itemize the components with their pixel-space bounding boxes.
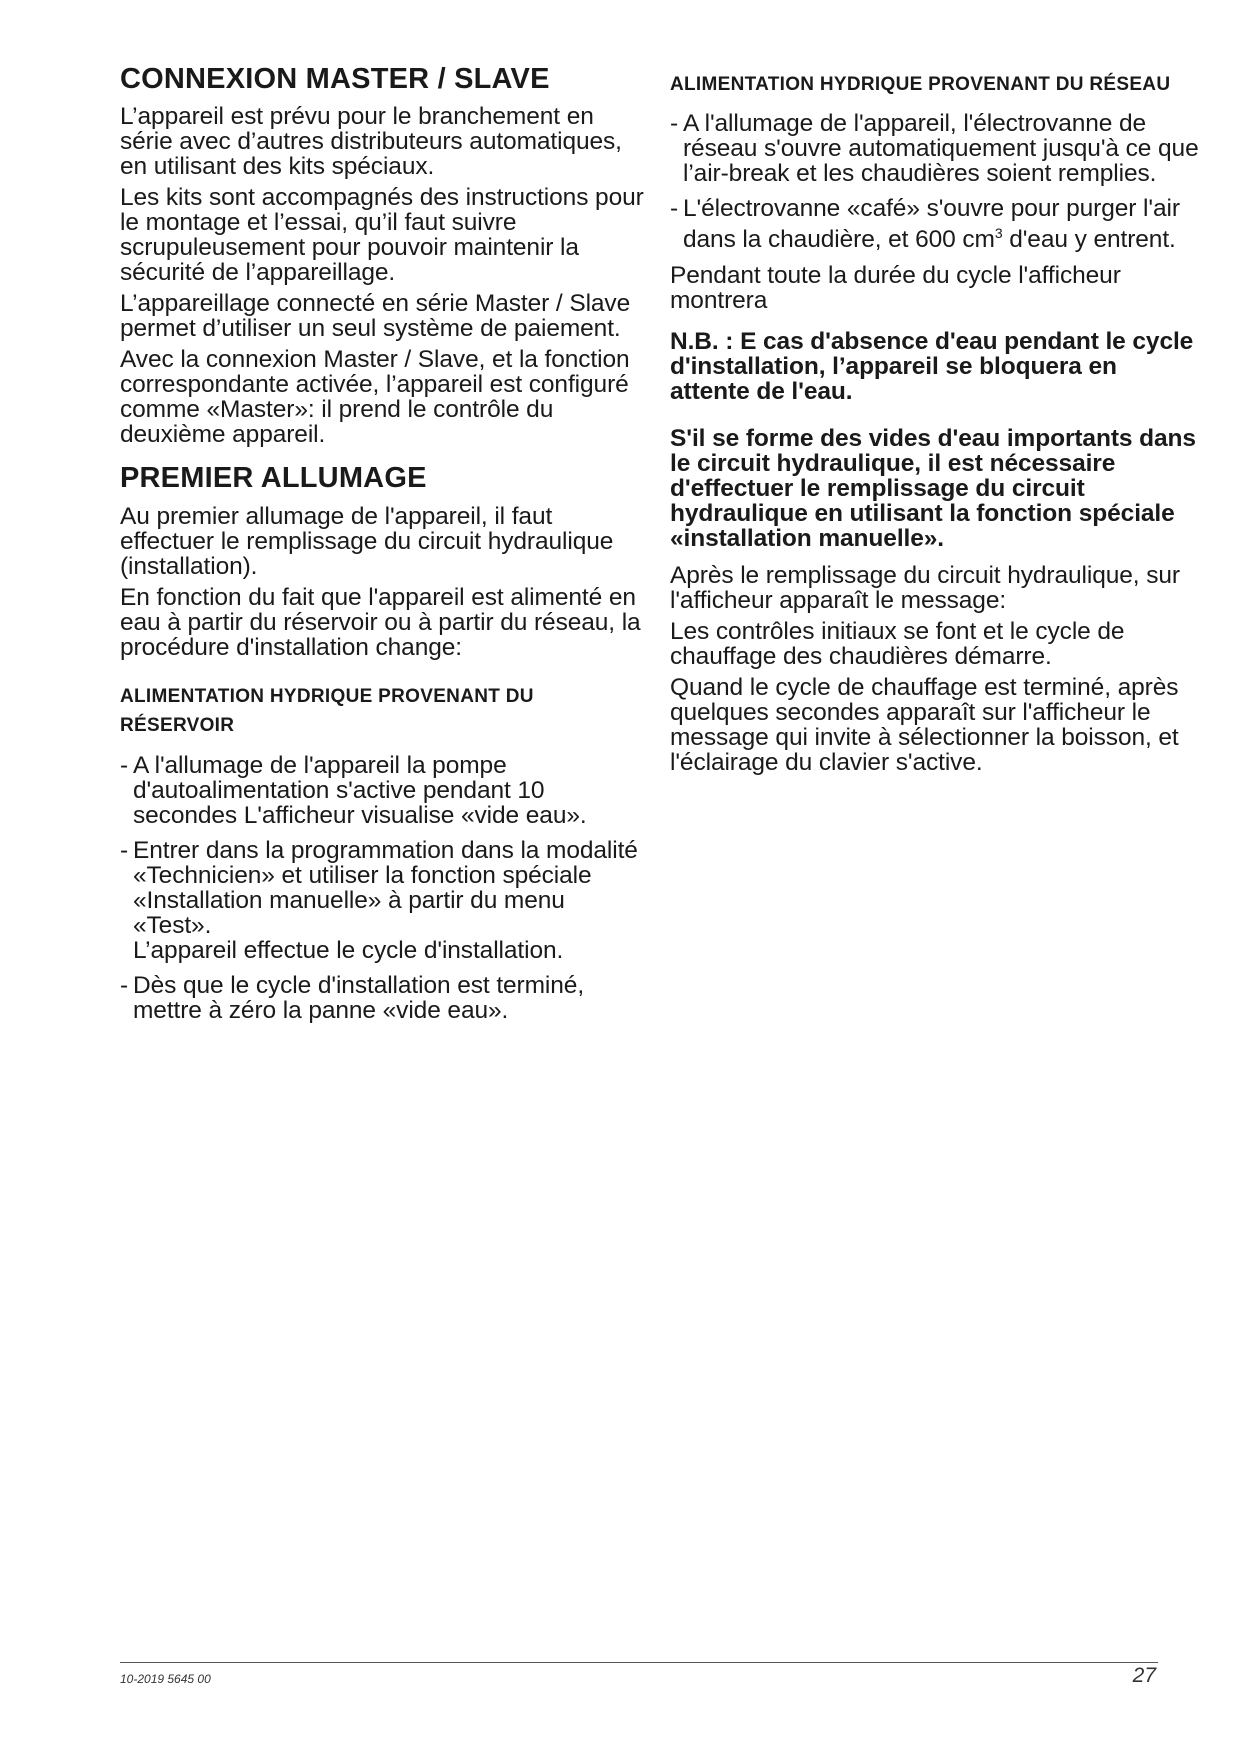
paragraph: L’appareillage connecté en série Master / Slave permet d’utiliser un seul système de paiement.	[120, 290, 631, 343]
list-item: - A l'allumage de l'appareil, l'électrovanne de réseau s'ouvre automatiquement jusqu'à ce que l’air-break et les chaudières soient remplies.	[670, 111, 1200, 186]
footer-divider	[120, 1662, 1158, 1663]
subheading-reseau: ALIMENTATION HYDRIQUE PROVENANT DU RÉSEAU	[670, 74, 1171, 95]
paragraph: Avec la connexion Master / Slave, et la fonction correspondante activée, l’appareil est configuré comme «Master»: il prend le contrôle du deuxième appareil.	[120, 346, 630, 449]
paragraph: Pendant toute la durée du cycle l'afficheur montrera	[670, 261, 1121, 314]
list-item-text: d'eau y entrent.	[1002, 226, 1176, 254]
list-item-text: L'électrovanne «café» s'ouvre pour purger l'air dans la chaudière, et 600 cm	[683, 195, 1180, 254]
page-number: 27	[1132, 1664, 1156, 1687]
superscript: 3	[994, 225, 1003, 242]
right-column	[670, 64, 1200, 781]
bold-note: S'il se forme des vides d'eau importants dans le circuit hydraulique, il est nécessaire d'effectuer le remplissage du circuit hydraulique en utilisant la fonction spéciale «installation manuelle».	[670, 424, 1196, 552]
subheading-reservoir: ALIMENTATION HYDRIQUE PROVENANT DU RÉSERVOIR	[120, 685, 534, 737]
list-item-text: Entrer dans la programmation dans la modalité «Technicien» et utiliser la fonction spéciale «Installation manuelle» à partir du menu «Test».	[133, 836, 638, 939]
heading-premier-allumage: PREMIER ALLUMAGE	[120, 462, 427, 495]
reservoir-steps-list	[120, 753, 646, 1023]
paragraph: Au premier allumage de l'appareil, il faut effectuer le remplissage du circuit hydraulique (installation).	[120, 502, 614, 580]
list-item-text: L’appareil effectue le cycle d'installation.	[133, 936, 564, 964]
list-item: - Dès que le cycle d'installation est terminé, mettre à zéro la panne «vide eau».	[120, 973, 646, 1023]
list-item: - A l'allumage de l'appareil la pompe d'autoalimentation s'active pendant 10 secondes L'afficheur visualise «vide eau».	[120, 753, 646, 828]
paragraph: L’appareil est prévu pour le branchement en série avec d’autres distributeurs automatiques, en utilisant des kits spéciaux.	[120, 103, 622, 181]
list-item	[670, 196, 1200, 252]
paragraph: Les kits sont accompagnés des instructions pour le montage et l’essai, qu’il faut suivre scrupuleusement pour pouvoir maintenir la sécurité de l’appareillage.	[120, 184, 644, 287]
paragraph: En fonction du fait que l'appareil est alimenté en eau à partir du réservoir ou à partir du réseau, la procédure d'installation change:	[120, 583, 641, 661]
reseau-steps-list	[670, 111, 1200, 252]
nb-note: N.B. : E cas d'absence d'eau pendant le cycle d'installation, l’appareil se bloquera en attente de l'eau.	[670, 327, 1194, 405]
paragraph: Les contrôles initiaux se font et le cycle de chauffage des chaudières démarre.	[670, 617, 1125, 670]
left-column	[120, 64, 646, 1033]
paragraph: Après le remplissage du circuit hydraulique, sur l'afficheur apparaît le message:	[670, 561, 1180, 614]
heading-connexion-master-slave: CONNEXION MASTER / SLAVE	[120, 63, 550, 95]
paragraph: Quand le cycle de chauffage est terminé, après quelques secondes apparaît sur l'afficheur le message qui invite à sélectionner la boisson, et l'éclairage du clavier s'active.	[670, 673, 1179, 776]
list-item	[120, 838, 646, 963]
document-code: 10-2019 5645 00	[120, 1672, 211, 1686]
